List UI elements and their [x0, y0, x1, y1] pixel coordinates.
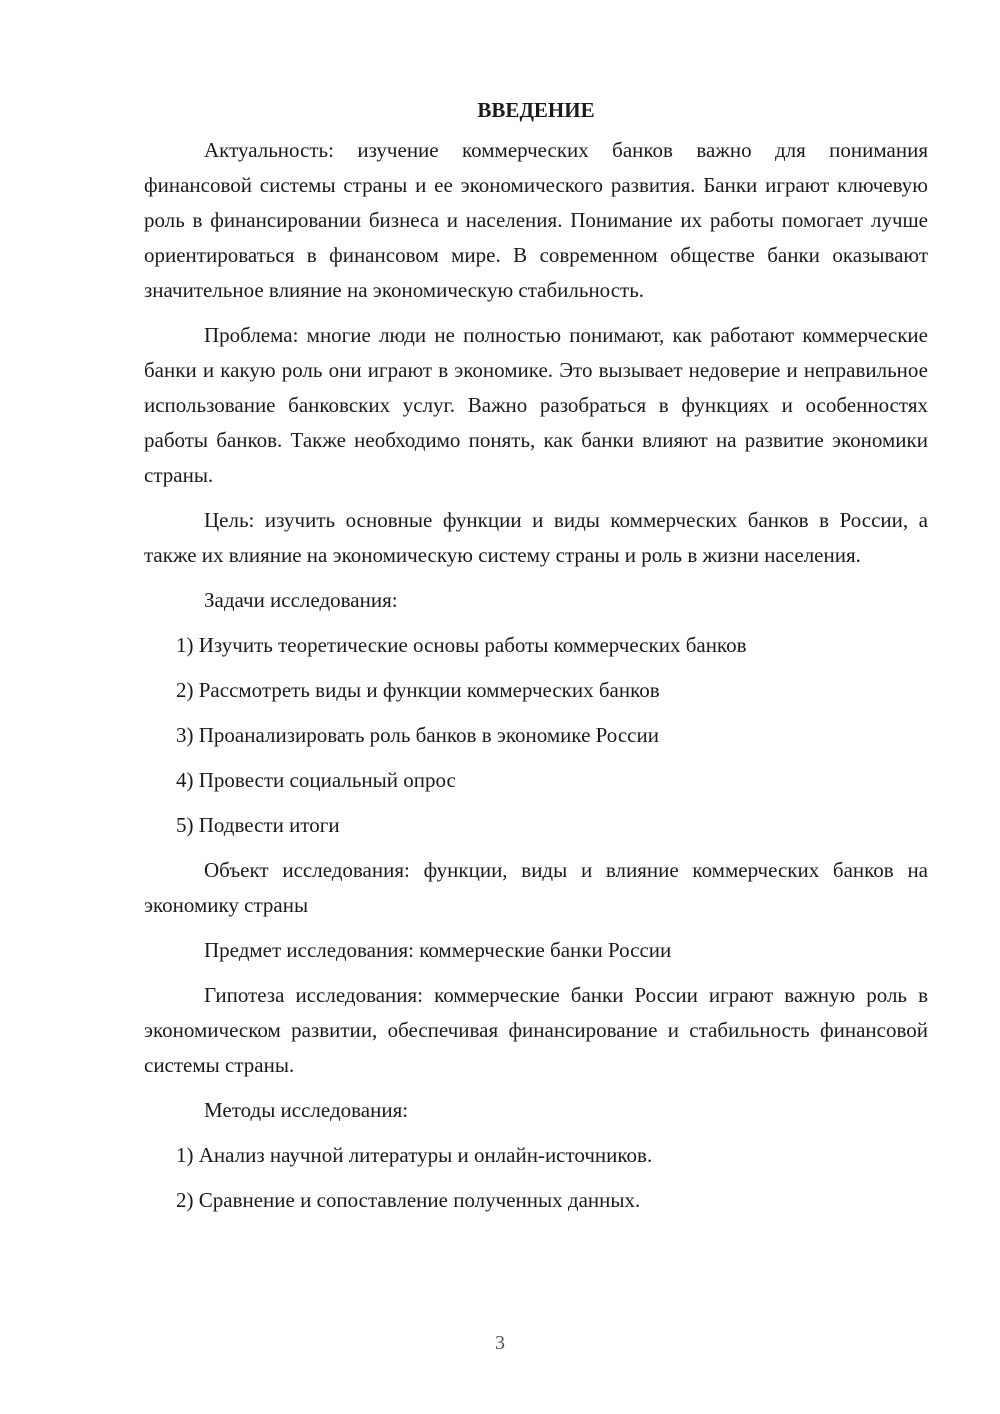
task-item: 1) Изучить теоретические основы работы коммерческих банков [176, 633, 747, 657]
section-title: ВВЕДЕНИЕ [477, 98, 595, 122]
method-item: 2) Сравнение и сопоставление полученных данных. [176, 1188, 641, 1212]
tasks-heading: Задачи исследования: [204, 588, 398, 612]
tasks-list [144, 628, 928, 843]
relevance-paragraph: Актуальность: изучение коммерческих банков важно для понимания финансовой системы страны и ее экономического развития. Банки играют ключевую роль в финансировании бизнеса и населения. Понимание их работы помогает лучше ориентироваться в финансовом мире. В современном обществе банки оказывают значительное влияние на экономическую стабильность. [144, 138, 928, 302]
methods-heading: Методы исследования: [204, 1098, 409, 1122]
page-content [144, 95, 928, 1228]
task-item: 2) Рассмотреть виды и функции коммерческих банков [176, 678, 660, 702]
method-item: 1) Анализ научной литературы и онлайн-источников. [176, 1143, 653, 1167]
object-paragraph: Объект исследования: функции, виды и влияние коммерческих банков на экономику страны [144, 858, 928, 917]
task-item: 3) Проанализировать роль банков в экономике России [176, 723, 659, 747]
goal-paragraph: Цель: изучить основные функции и виды коммерческих банков в России, а также их влияние на экономическую систему страны и роль в жизни населения. [144, 508, 928, 567]
task-item: 4) Провести социальный опрос [176, 768, 456, 792]
problem-paragraph: Проблема: многие люди не полностью понимают, как работают коммерческие банки и какую роль они играют в экономике. Это вызывает недоверие и неправильное использование банковских услуг. Важно разобраться в функциях и особенностях работы банков. Также необходимо понять, как банки влияют на развитие экономики страны. [144, 323, 928, 487]
hypothesis-paragraph: Гипотеза исследования: коммерческие банки России играют важную роль в экономическом развитии, обеспечивая финансирование и стабильность финансовой системы страны. [144, 983, 928, 1077]
subject-paragraph: Предмет исследования: коммерческие банки России [204, 938, 672, 962]
page-number: 3 [495, 1332, 505, 1354]
task-item: 5) Подвести итоги [176, 813, 340, 837]
methods-list [144, 1138, 928, 1218]
